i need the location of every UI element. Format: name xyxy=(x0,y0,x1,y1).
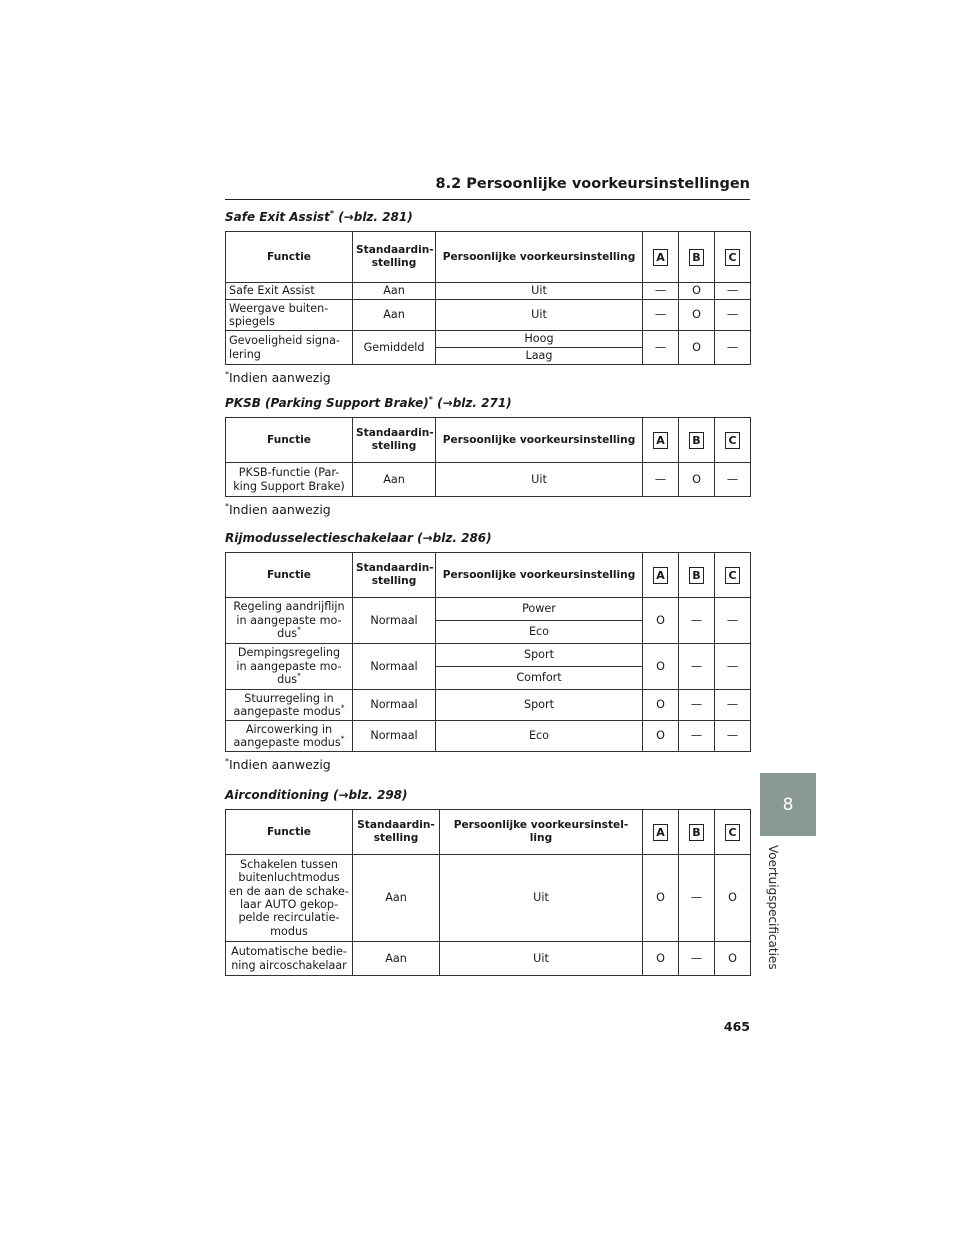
cell-standaard: Aan xyxy=(353,942,440,976)
table-row xyxy=(226,283,751,300)
cell-a: — xyxy=(643,463,679,497)
cell-c: O xyxy=(715,942,751,976)
cell-functie xyxy=(226,690,353,721)
cell-persoonlijk: Uit xyxy=(436,300,643,331)
table-header-row xyxy=(226,810,751,855)
section-ref: (→blz. 271) xyxy=(437,396,512,410)
section-title xyxy=(225,210,750,224)
cell-b: — xyxy=(679,942,715,976)
chapter-tab: 8 xyxy=(760,773,816,836)
cell-b: O xyxy=(679,331,715,365)
col-a xyxy=(643,418,679,463)
cell-persoonlijk-option: Eco xyxy=(436,621,643,644)
cell-standaard: Aan xyxy=(353,300,436,331)
col-b xyxy=(679,553,715,598)
col-a xyxy=(643,553,679,598)
cell-persoonlijk: Uit xyxy=(436,463,643,497)
cell-functie xyxy=(226,644,353,690)
cell-b: O xyxy=(679,463,715,497)
cell-persoonlijk: Uit xyxy=(436,283,643,300)
cell-a: — xyxy=(643,300,679,331)
letter-a-icon: A xyxy=(653,249,668,266)
col-b xyxy=(679,810,715,855)
page-number: 465 xyxy=(723,1019,750,1034)
cell-functie: Safe Exit Assist xyxy=(226,283,353,300)
cell-functie xyxy=(226,721,353,752)
cell-persoonlijk: Uit xyxy=(440,942,643,976)
letter-b-icon: B xyxy=(689,432,704,449)
table-row xyxy=(226,721,751,752)
cell-b: — xyxy=(679,721,715,752)
col-standaard: Standaardin- stelling xyxy=(353,418,436,463)
footnote-text: Indien aanwezig xyxy=(229,502,331,517)
table-header-row xyxy=(226,553,751,598)
cell-a: O xyxy=(643,942,679,976)
cell-c: — xyxy=(715,283,751,300)
cell-standaard: Aan xyxy=(353,283,436,300)
cell-c: — xyxy=(715,721,751,752)
cell-c: — xyxy=(715,690,751,721)
cell-b: O xyxy=(679,283,715,300)
cell-standaard: Aan xyxy=(353,463,436,497)
col-persoonlijk: Persoonlijke voorkeursinstelling xyxy=(436,553,643,598)
cell-a: O xyxy=(643,690,679,721)
cell-a: — xyxy=(643,331,679,365)
cell-functie: Automatische bedie- ning aircoschakelaar xyxy=(226,942,353,976)
col-standaard: Standaardin- stelling xyxy=(353,810,440,855)
cell-c: — xyxy=(715,463,751,497)
col-c xyxy=(715,232,751,283)
section-ref: (→blz. 281) xyxy=(338,210,413,224)
table-row xyxy=(226,644,751,667)
cell-b: O xyxy=(679,300,715,331)
section-safe-exit-assist xyxy=(225,210,750,385)
cell-functie xyxy=(226,598,353,644)
cell-standaard: Normaal xyxy=(353,644,436,690)
col-c xyxy=(715,810,751,855)
cell-persoonlijk-option: Power xyxy=(436,598,643,621)
table-row xyxy=(226,690,751,721)
cell-functie: Gevoeligheid signa- lering xyxy=(226,331,353,365)
footnote-mark: * xyxy=(297,671,301,681)
cell-standaard: Aan xyxy=(353,855,440,942)
letter-b-icon: B xyxy=(689,824,704,841)
cell-functie: Weergave buiten- spiegels xyxy=(226,300,353,331)
footnote-mark: * xyxy=(329,209,334,218)
footnote-mark: * xyxy=(225,501,229,511)
cell-a: O xyxy=(643,721,679,752)
header-rule xyxy=(225,199,750,200)
section-title xyxy=(225,531,750,545)
table-row xyxy=(226,855,751,942)
letter-a-icon: A xyxy=(653,824,668,841)
settings-table xyxy=(225,417,751,497)
letter-a-icon: A xyxy=(653,432,668,449)
cell-c: — xyxy=(715,300,751,331)
cell-functie-text: Regeling aandrijflijn in aangepaste mo- dus xyxy=(233,600,345,641)
section-title xyxy=(225,788,750,802)
col-functie: Functie xyxy=(226,810,353,855)
col-a xyxy=(643,232,679,283)
cell-a: O xyxy=(643,644,679,690)
col-persoonlijk: Persoonlijke voorkeursinstelling xyxy=(436,418,643,463)
footnote xyxy=(225,370,750,385)
cell-b: — xyxy=(679,598,715,644)
section-title-text: Airconditioning xyxy=(225,788,329,802)
col-standaard: Standaardin- stelling xyxy=(353,232,436,283)
letter-b-icon: B xyxy=(689,567,704,584)
letter-c-icon: C xyxy=(725,567,740,584)
cell-c: — xyxy=(715,331,751,365)
section-title-text: Rijmodusselectieschakelaar xyxy=(225,531,413,545)
cell-c: — xyxy=(715,644,751,690)
cell-standaard: Normaal xyxy=(353,721,436,752)
section-ref: (→blz. 286) xyxy=(417,531,492,545)
cell-standaard: Normaal xyxy=(353,690,436,721)
col-functie: Functie xyxy=(226,553,353,598)
cell-persoonlijk-option: Hoog xyxy=(436,331,643,348)
section-title xyxy=(225,396,750,410)
table-row xyxy=(226,300,751,331)
footnote-text: Indien aanwezig xyxy=(229,757,331,772)
cell-a: O xyxy=(643,598,679,644)
section-title-text: Safe Exit Assist xyxy=(225,210,330,224)
cell-persoonlijk: Eco xyxy=(436,721,643,752)
cell-functie: Schakelen tussen buitenluchtmodus en de aan de schake- laar AUTO gekop- pelde recirculatie- modus xyxy=(226,855,353,942)
cell-persoonlijk: Uit xyxy=(440,855,643,942)
cell-functie-text: Dempingsregeling in aangepaste mo- dus xyxy=(236,646,342,687)
col-persoonlijk: Persoonlijke voorkeursinstel- ling xyxy=(440,810,643,855)
footnote-mark: * xyxy=(340,703,345,713)
cell-standaard: Gemiddeld xyxy=(353,331,436,365)
table-row xyxy=(226,942,751,976)
section-pksb xyxy=(225,396,750,517)
section-ref: (→blz. 298) xyxy=(333,788,408,802)
letter-b-icon: B xyxy=(689,249,704,266)
cell-persoonlijk-option: Comfort xyxy=(436,667,643,690)
table-header-row xyxy=(226,232,751,283)
table-row xyxy=(226,463,751,497)
cell-a: — xyxy=(643,283,679,300)
cell-b: — xyxy=(679,690,715,721)
cell-functie-text: Stuurregeling in aangepaste modus xyxy=(233,691,341,718)
table-row xyxy=(226,598,751,621)
cell-persoonlijk-option: Sport xyxy=(436,644,643,667)
cell-persoonlijk: Sport xyxy=(436,690,643,721)
settings-table xyxy=(225,231,751,365)
cell-b: — xyxy=(679,855,715,942)
table-row xyxy=(226,331,751,348)
letter-a-icon: A xyxy=(653,567,668,584)
cell-standaard: Normaal xyxy=(353,598,436,644)
cell-functie: PKSB-functie (Par- king Support Brake) xyxy=(226,463,353,497)
section-airconditioning xyxy=(225,788,750,976)
col-c xyxy=(715,553,751,598)
col-standaard: Standaardin- stelling xyxy=(353,553,436,598)
letter-c-icon: C xyxy=(725,824,740,841)
page-header-title: 8.2 Persoonlijke voorkeursinstellingen xyxy=(435,176,750,192)
col-c xyxy=(715,418,751,463)
chapter-label: Voertuigspecificaties xyxy=(766,845,780,970)
footnote-mark: * xyxy=(297,625,301,635)
section-title-text: PKSB (Parking Support Brake) xyxy=(225,396,429,410)
cell-persoonlijk-option: Laag xyxy=(436,348,643,365)
table-header-row xyxy=(226,418,751,463)
footnote-mark: * xyxy=(225,369,229,379)
footnote xyxy=(225,757,750,772)
settings-table xyxy=(225,552,751,752)
footnote-text: Indien aanwezig xyxy=(229,370,331,385)
col-b xyxy=(679,418,715,463)
footnote-mark: * xyxy=(340,734,345,744)
col-a xyxy=(643,810,679,855)
cell-b: — xyxy=(679,644,715,690)
cell-c: O xyxy=(715,855,751,942)
cell-functie-text: Aircowerking in aangepaste modus xyxy=(233,722,341,749)
settings-table xyxy=(225,809,751,976)
col-b xyxy=(679,232,715,283)
section-rijmodus xyxy=(225,531,750,772)
col-functie: Functie xyxy=(226,232,353,283)
letter-c-icon: C xyxy=(725,249,740,266)
col-functie: Functie xyxy=(226,418,353,463)
letter-c-icon: C xyxy=(725,432,740,449)
footnote xyxy=(225,502,750,517)
cell-a: O xyxy=(643,855,679,942)
col-persoonlijk: Persoonlijke voorkeursinstelling xyxy=(436,232,643,283)
footnote-mark: * xyxy=(428,395,433,404)
footnote-mark: * xyxy=(225,756,229,766)
cell-c: — xyxy=(715,598,751,644)
